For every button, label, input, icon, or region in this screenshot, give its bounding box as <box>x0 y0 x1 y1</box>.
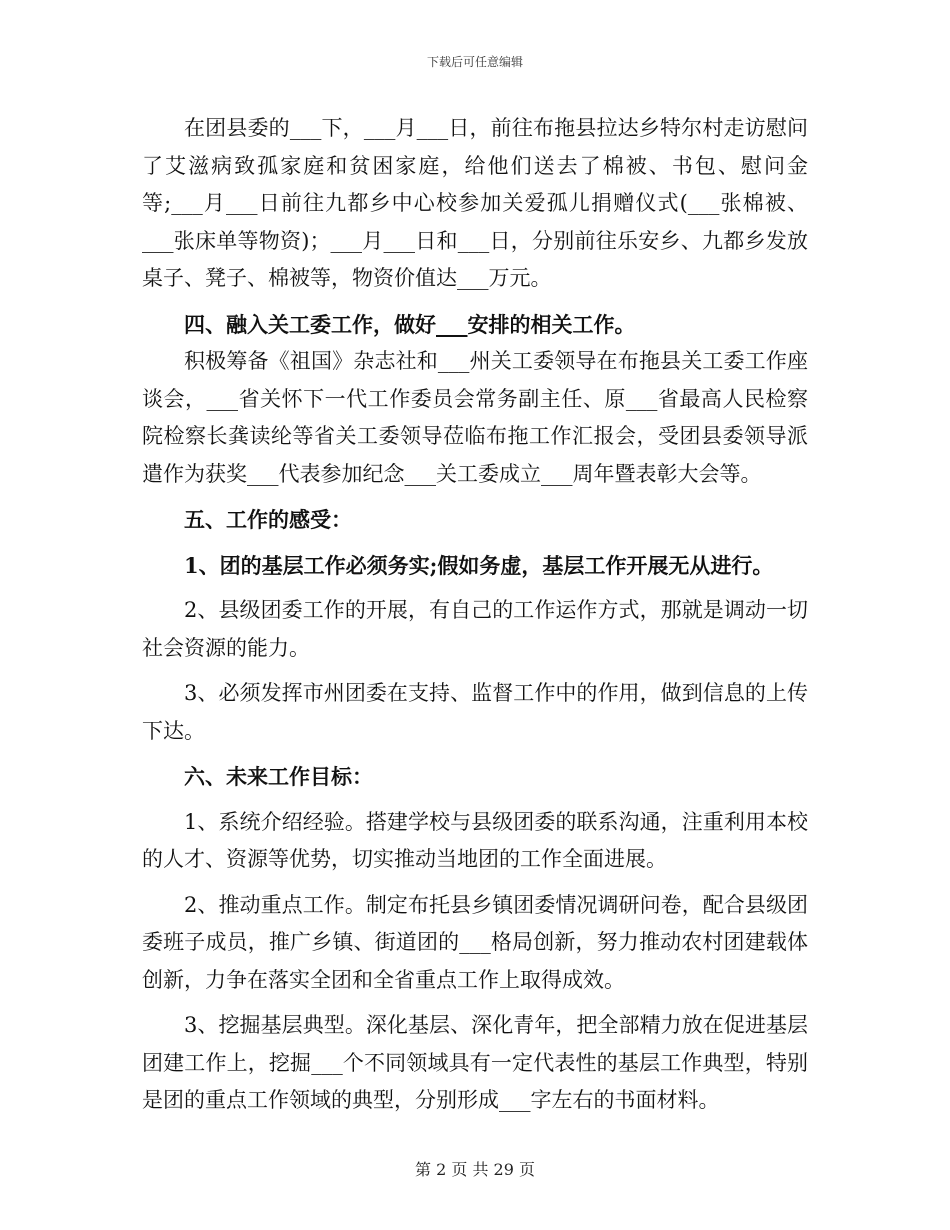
feeling-item-3: 3、必须发挥市州团委在支持、监督工作中的作用，做到信息的上传下达。 <box>142 681 808 743</box>
paragraph-care-committee: 积极筹备《祖国》杂志社和___州关工委领导在布拖县关工委工作座谈会，___省关怀下一代工作委员会常务副主任、原___省最高人民检察院检察长龚读纶等省关工委领导莅临布拖工作汇报会，受团县委领导派遣作为获奖___代表参加纪念___关工委成立___周年暨表彰大会等。 <box>142 349 808 486</box>
section-heading-4: 四、融入关工委工作，做好___安排的相关工作。 <box>184 311 636 337</box>
feeling-item-2: 2、县级团委工作的开展，有自己的工作运作方式，那就是调动一切社会资源的能力。 <box>142 598 808 660</box>
feeling-item-1: 1、团的基层工作必须务实;假如务虚，基层工作开展无从进行。 <box>184 552 774 578</box>
goal-item-3: 3、挖掘基层典型。深化基层、深化青年，把全部精力放在促进基层团建工作上，挖掘___个不同领域具有一定代表性的基层工作典型，特别是团的重点工作领域的典型，分别形成___字左右的书面材料。 <box>142 1013 808 1112</box>
goal-item-1: 1、系统介绍经验。搭建学校与县级团委的联系沟通，注重利用本校的人才、资源等优势，切实推动当地团的工作全面进展。 <box>142 809 808 871</box>
section-heading-6: 六、未来工作目标： <box>184 764 373 789</box>
page-number-footer: 第 2 页 共 29 页 <box>415 1160 535 1179</box>
paragraph-visit-relief: 在团县委的___下，___月___日，前往布拖县拉达乡特尔村走访慰问了艾滋病致孤家庭和贫困家庭，给他们送去了棉被、书包、慰问金等;___月___日前往九都乡中心校参加关爱孤儿捐赠仪式(___张棉被、___张床单等物资)；___月___日和___日，分别前往乐安乡、九都乡发放桌子、凳子、棉被等，物资价值达___万元。 <box>142 116 808 290</box>
goal-item-2: 2、推动重点工作。制定布托县乡镇团委情况调研问卷，配合县级团委班子成员，推广乡镇、街道团的___格局创新，努力推动农村团建载体创新，力争在落实全团和全省重点工作上取得成效。 <box>142 892 808 992</box>
section-heading-5: 五、工作的感受： <box>184 507 352 532</box>
page-header: 下载后可任意编辑 <box>426 55 523 69</box>
document-body <box>142 110 808 1120</box>
